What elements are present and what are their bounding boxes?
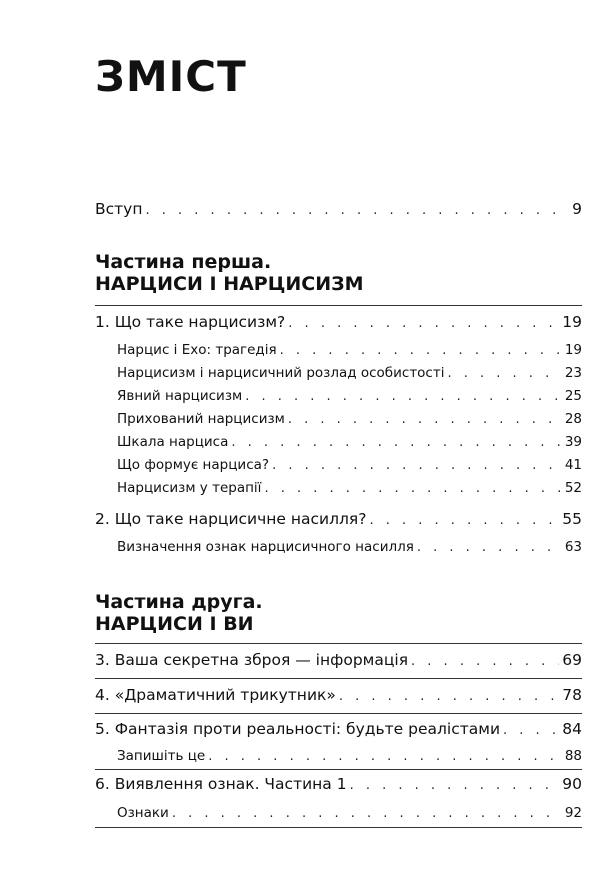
part-title: НАРЦИСИ І НАРЦИСИЗМ [95,272,364,295]
toc-entry-label: Нарцис і Ехо: трагедія [117,342,277,358]
dot-leader [280,343,562,358]
toc-subentry[interactable] [117,748,582,764]
part-heading [95,592,263,636]
dot-leader [245,389,562,404]
toc-entry-label: Що формує нарциса? [117,457,270,473]
toc-chapter[interactable] [95,510,582,528]
toc-entry-label: Визначення ознак нарцисичного насилля [117,539,414,555]
dot-leader [411,654,559,669]
part-number: Частина друга. [95,591,263,613]
toc-entry-page: 69 [562,651,582,669]
dot-leader [369,513,559,528]
toc-entry-label: Явний нарцисизм [117,388,243,404]
toc-chapter[interactable] [95,686,582,704]
toc-subentry[interactable] [117,342,582,358]
chapter-divider [95,827,582,828]
toc-entry-page: 9 [572,200,582,218]
toc-entry-page: 25 [564,388,582,404]
toc-entry-label: Прихований нарцисизм [117,411,285,427]
toc-entry-page: 92 [564,805,582,821]
page-title: ЗМІСТ [95,52,247,101]
toc-subentry[interactable] [117,480,582,496]
dot-leader [339,689,559,704]
toc-entry-page: 23 [564,365,582,381]
dot-leader [288,412,562,427]
toc-subentry[interactable] [117,539,582,555]
toc-entry-page: 39 [564,434,582,450]
toc-entry-label: Шкала нарциса [117,434,229,450]
toc-entry-label: 4. «Драматичний трикутник» [95,686,336,704]
toc-entry-page: 78 [562,686,582,704]
toc-entry-page: 41 [564,457,582,473]
dot-leader [272,458,562,473]
toc-entry-label: Запишіть це [117,748,206,764]
toc-entry-page: 19 [562,313,582,331]
part-heading [95,252,364,296]
toc-entry-label: Нарцисизм і нарцисичний розлад особистості [117,365,445,381]
toc-entry-label: 2. Що таке нарцисичне насилля? [95,510,367,528]
dot-leader [146,203,570,218]
toc-entry-page: 19 [564,342,582,358]
toc-entry-page: 88 [564,748,582,764]
toc-entry-page: 84 [562,720,582,738]
toc-chapter[interactable] [95,651,582,669]
toc-entry-label: 6. Виявлення ознак. Частина 1 [95,775,347,793]
dot-leader [447,366,561,381]
toc-entry-page: 55 [562,510,582,528]
toc-chapter[interactable] [95,775,582,793]
dot-leader [231,435,561,450]
toc-chapter[interactable] [95,313,582,331]
dot-leader [503,723,559,738]
toc-entry-page: 52 [564,480,582,496]
dot-leader [417,540,562,555]
toc-subentry[interactable] [117,365,582,381]
toc-entry-label: Вступ [95,200,143,218]
toc-entry-label: 1. Що таке нарцисизм? [95,313,286,331]
toc-subentry[interactable] [117,388,582,404]
chapter-divider [95,678,582,679]
dot-leader [172,806,562,821]
toc-subentry[interactable] [117,457,582,473]
toc-subentry[interactable] [117,434,582,450]
dot-leader [288,316,559,331]
toc-entry-label: 3. Ваша секретна зброя — інформація [95,651,409,669]
toc-subentry[interactable] [117,411,582,427]
toc-chapter[interactable] [95,720,582,738]
dot-leader [264,481,561,496]
toc-subentry[interactable] [117,805,582,821]
dot-leader [350,778,560,793]
chapter-divider [95,769,582,770]
part-divider [95,305,582,306]
part-number: Частина перша. [95,251,272,273]
chapter-divider [95,713,582,714]
toc-entry-page: 63 [564,539,582,555]
toc-entry-label: Нарцисизм у терапії [117,480,262,496]
toc-entry-page: 90 [562,775,582,793]
part-divider [95,643,582,644]
part-title: НАРЦИСИ І ВИ [95,612,254,635]
toc-entry-label: 5. Фантазія проти реальності: будьте реалістами [95,720,501,738]
toc-entry-label: Ознаки [117,805,169,821]
dot-leader [208,749,562,764]
toc-entry-intro[interactable] [95,200,582,218]
toc-entry-page: 28 [564,411,582,427]
